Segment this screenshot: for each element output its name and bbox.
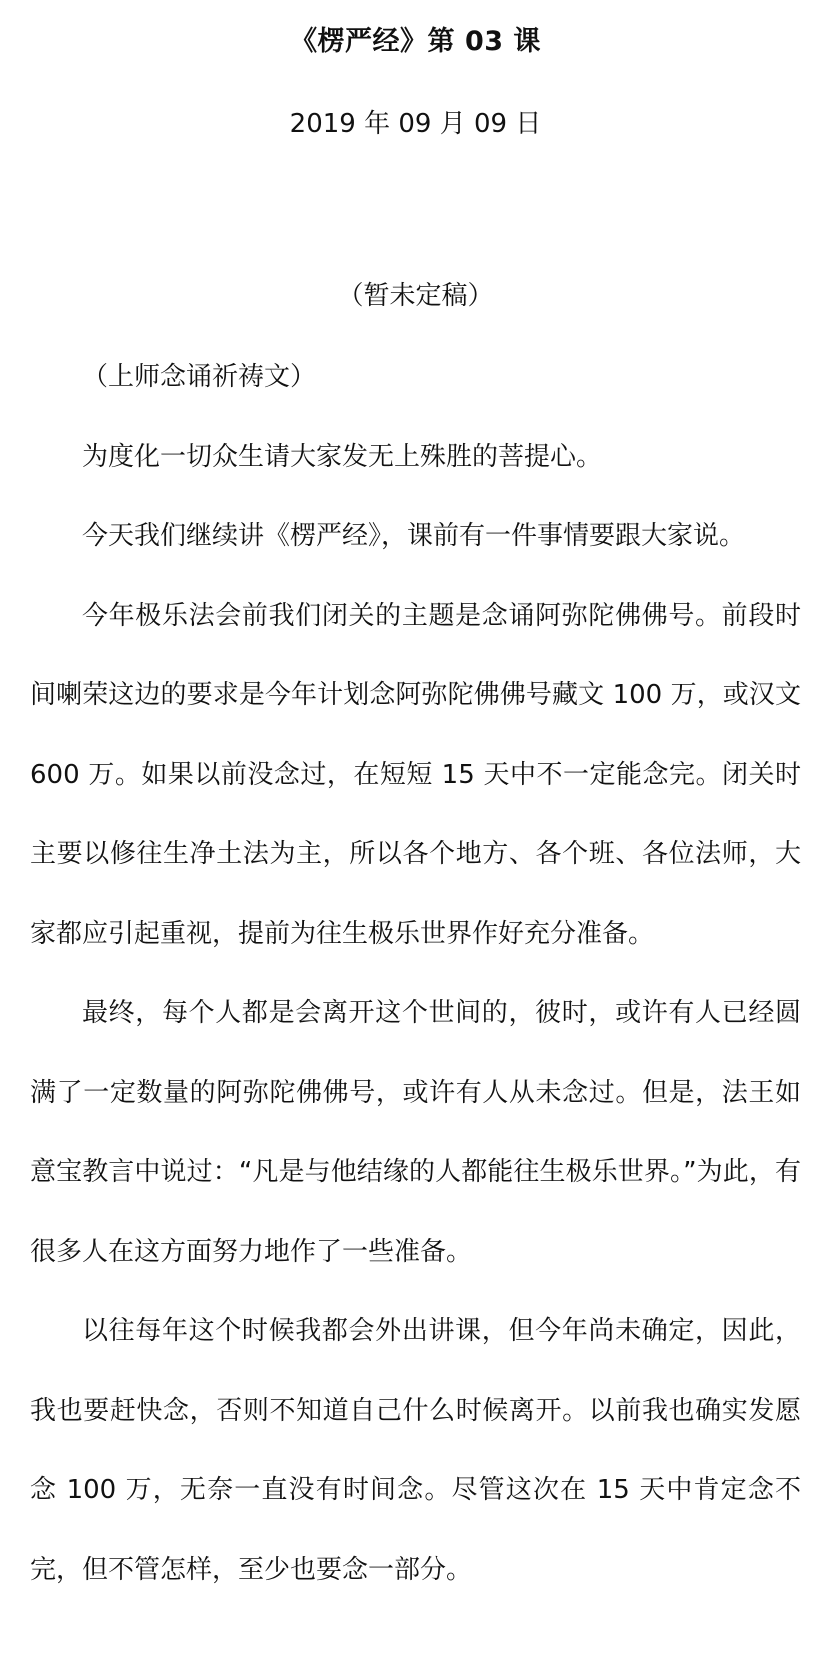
paragraph: 今年极乐法会前我们闭关的主题是念诵阿弥陀佛佛号。前段时间喇荣这边的要求是今年计划念阿弥陀佛佛号藏文 100 万，或汉文 600 万。如果以前没念过，在短短 15 天中不一定能念完。闭关时主要以修往生净土法为主，所以各个地方、各个班、各位法师，大家都应引起重视，提前为往生极乐世界作好充分准备。 xyxy=(30,600,801,949)
paragraph: 以往每年这个时候我都会外出讲课，但今年尚未确定，因此，我也要赶快念，否则不知道自己什么时候离开。以前我也确实发愿念 100 万，无奈一直没有时间念。尽管这次在 15 天中肯定念不完，但不管怎样，至少也要念一部分。 xyxy=(30,1316,801,1585)
draft-note: （暂未定稿） xyxy=(337,281,494,311)
paragraph: 今天我们继续讲《楞严经》，课前有一件事情要跟大家说。 xyxy=(82,521,746,551)
document-title: 《楞严经》第 03 课 xyxy=(290,26,541,57)
document-body xyxy=(30,338,801,1610)
paragraph: 最终，每个人都是会离开这个世间的，彼时，或许有人已经圆满了一定数量的阿弥陀佛佛号，或许有人从未念过。但是，法王如意宝教言中说过：“凡是与他结缘的人都能往生极乐世界。”为此，有很多人在这方面努力地作了一些准备。 xyxy=(30,998,801,1267)
paragraph-prayer-note: （上师念诵祈祷文） xyxy=(82,362,317,392)
paragraph: 为度化一切众生请大家发无上殊胜的菩提心。 xyxy=(82,441,603,472)
document-date: 2019 年 09 月 09 日 xyxy=(289,109,542,139)
